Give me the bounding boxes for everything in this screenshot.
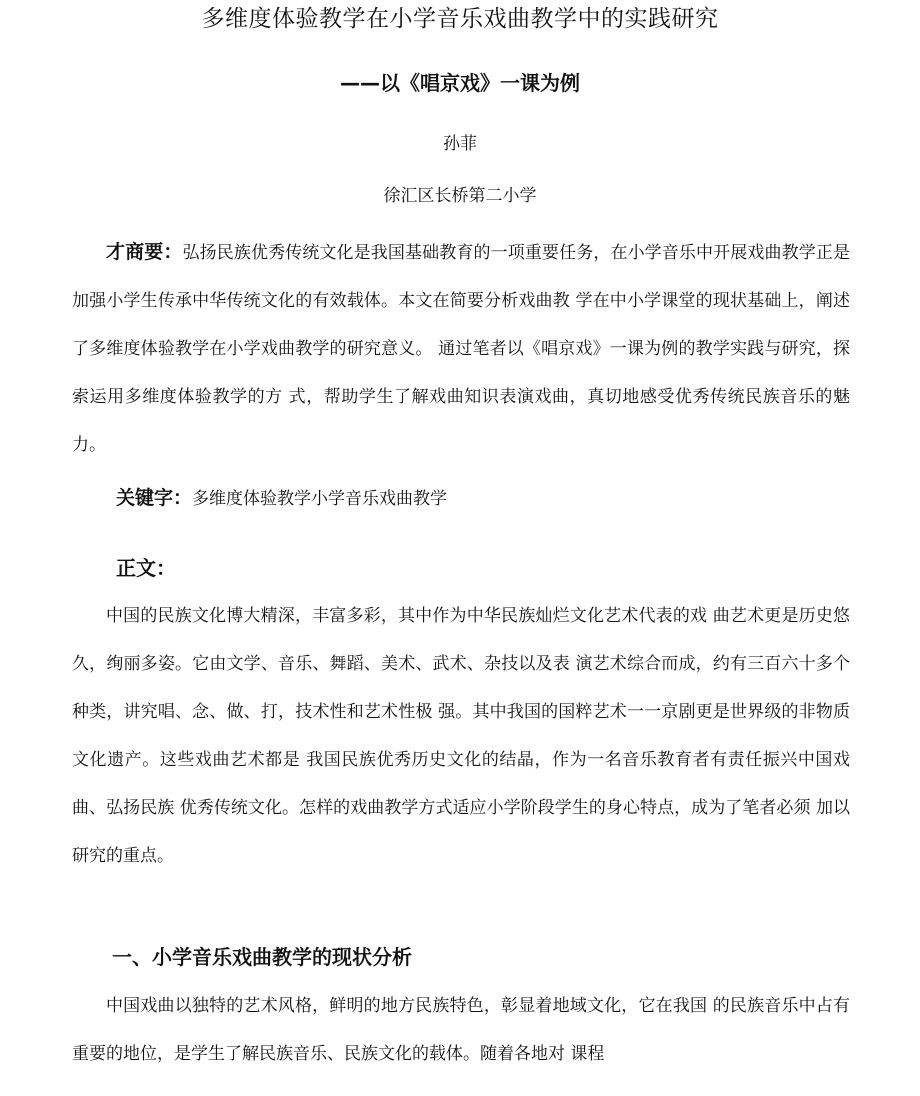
author-affiliation: 徐汇区长桥第二小学 [383,186,537,206]
body-paragraph-1: 中国的民族文化博大精深，丰富多彩，其中作为中华民族灿烂文化艺术代表的戏 曲艺术更是历史悠久，绚丽多姿。它由文学、音乐、舞蹈、美术、武术、杂技以及表 演艺术综合而成，约有三百六十多个种类，讲究唱、念、做、打，技术性和艺术性极 强。其中我国的国粹艺术一一京剧更是世界级的非物质文化遗产。这些戏曲艺术都是 我国民族优秀历史文化的结晶，作为一名音乐教育者有责任振兴中国戏曲、弘扬民族 优秀传统文化。怎样的戏曲教学方式适应小学阶段学生的身心特点，成为了笔者必须 加以研究的重点。 [72,606,850,866]
keywords-text: 多维度体验教学小学音乐戏曲教学 [192,489,448,509]
author-name: 孙菲 [443,134,477,154]
paper-title: 多维度体验教学在小学音乐戏曲教学中的实践研究 [201,6,719,32]
section-1-heading: 一、小学音乐戏曲教学的现状分析 [112,945,412,969]
abstract-text: 弘扬民族优秀传统文化是我国基础教育的一项重要任务，在小学音乐中开展戏曲教学正是加强小学生传承中华传统文化的有效载体。本文在简要分析戏曲教 学在中小学课堂的现状基础上，阐述了多维度体验教学在小学戏曲教学的研究意义。 通过笔者以《唱京戏》一课为例的教学实践与研究，探索运用多维度体验教学的方 式，帮助学生了解戏曲知识表演戏曲，真切地感受优秀传统民族音乐的魅力。 [72,243,850,455]
abstract-paragraph [72,228,850,469]
keywords-line [116,478,447,519]
body-paragraph-2: 中国戏曲以独特的艺术风格，鲜明的地方民族特色，彰显着地域文化，它在我国 的民族音乐中占有重要的地位，是学生了解民族音乐、民族文化的载体。随着各地对 课程 [72,996,850,1064]
abstract-label: 才商要： [106,241,183,263]
keywords-label: 关键字： [116,487,193,509]
body-heading: 正文： [116,556,176,580]
paper-subtitle: ——以《唱京戏》一课为例 [340,71,580,95]
